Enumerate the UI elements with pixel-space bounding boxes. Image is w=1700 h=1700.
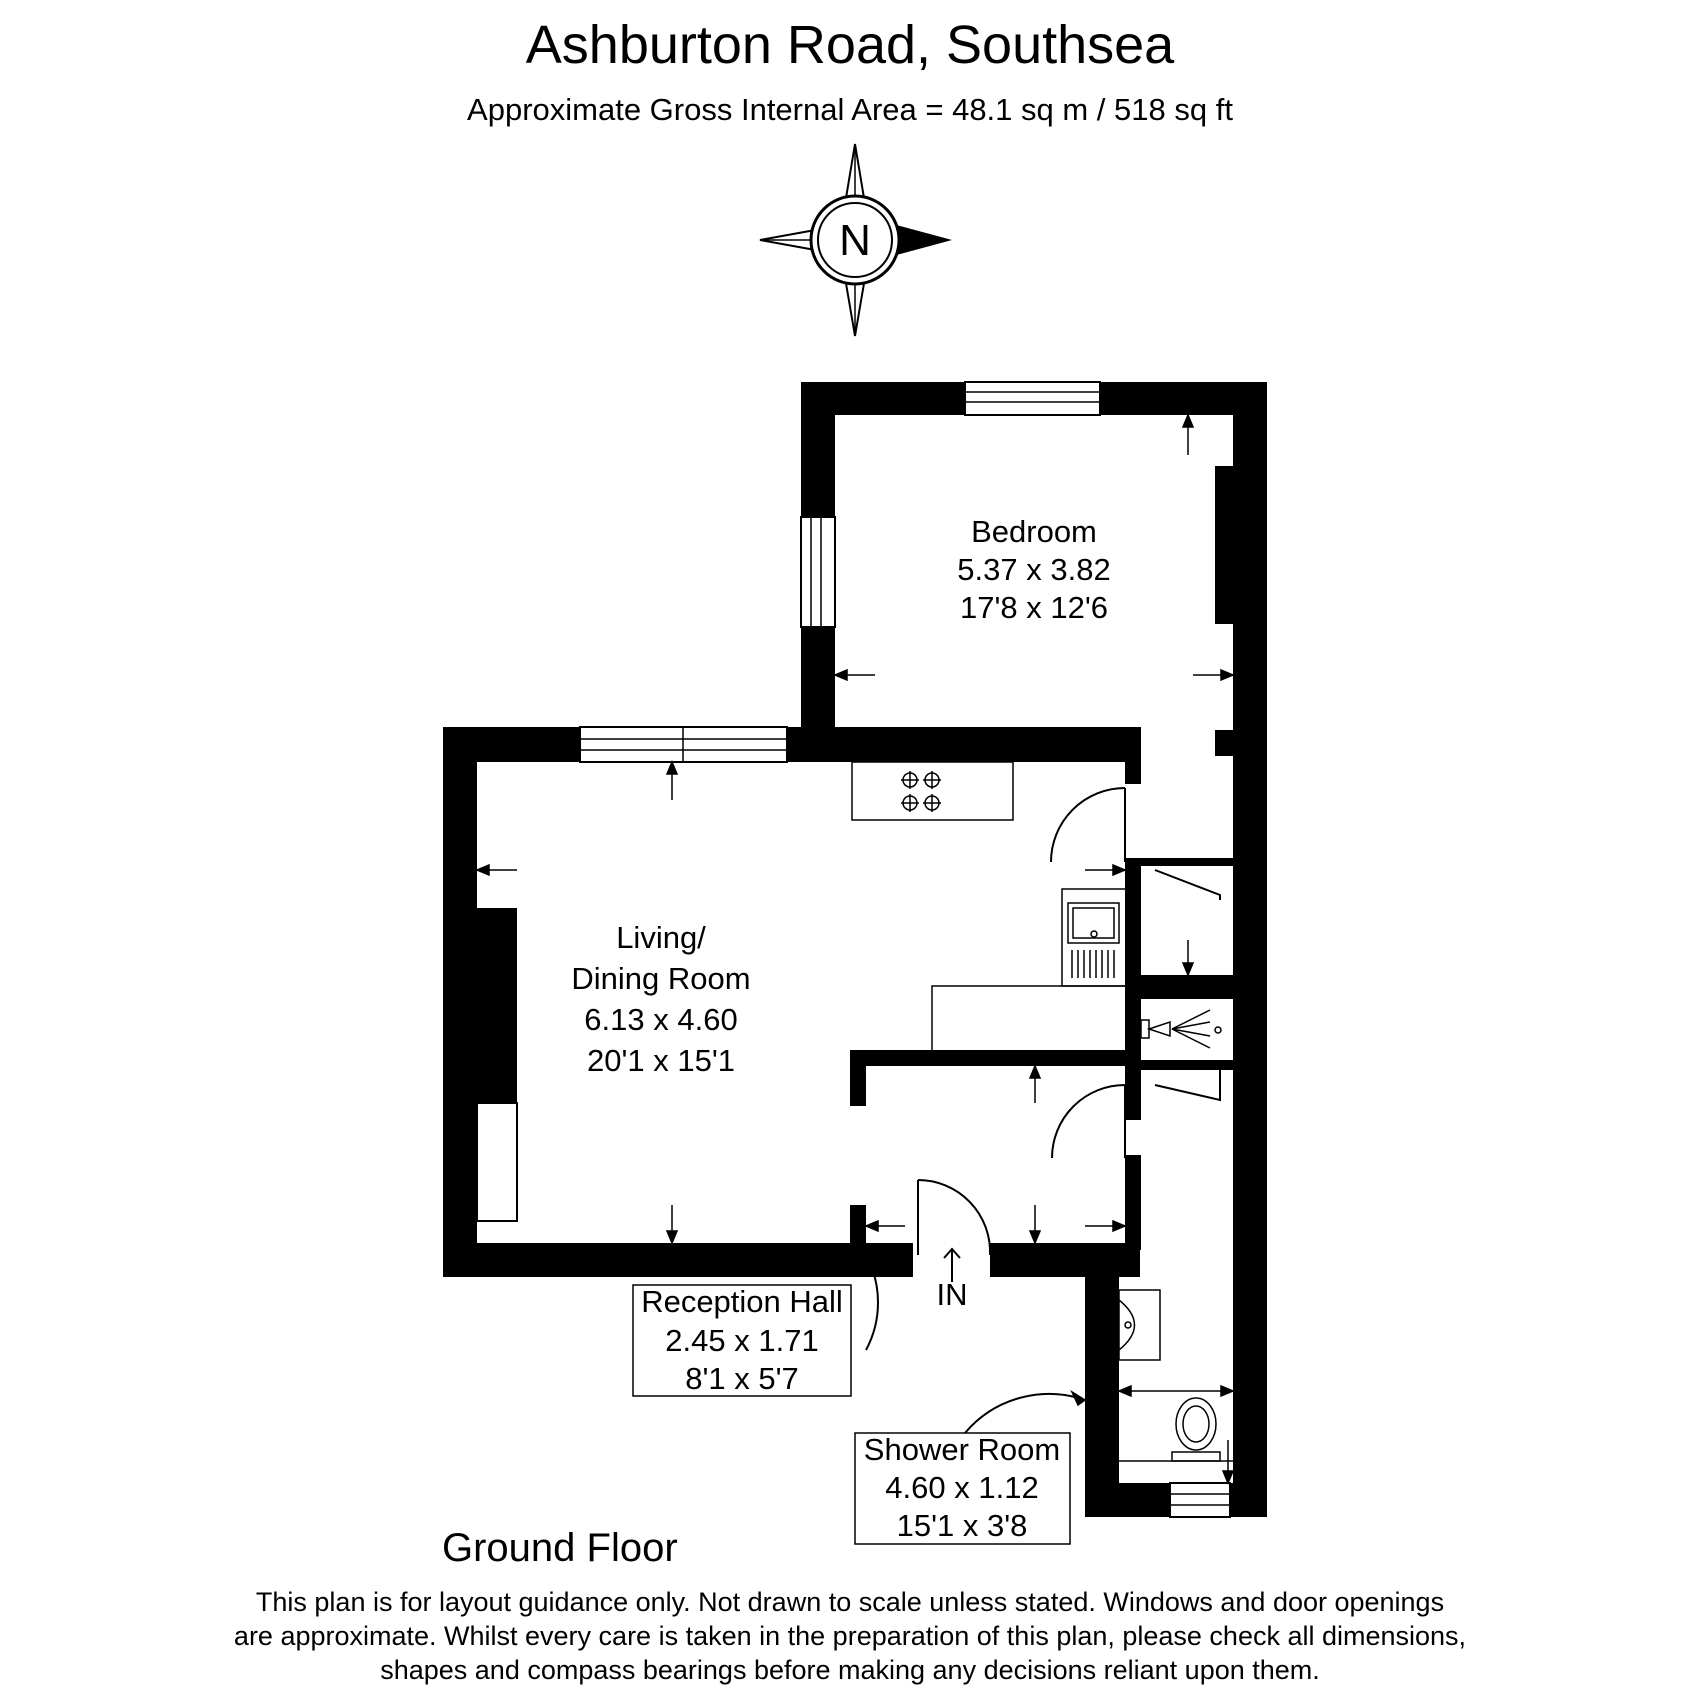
reception-hall-name: Reception Hall	[641, 1284, 843, 1319]
bedroom-metric: 5.37 x 3.82	[957, 552, 1111, 587]
living-room-metric: 6.13 x 4.60	[584, 1002, 738, 1037]
bedroom-name: Bedroom	[971, 514, 1097, 549]
floor-label: Ground Floor	[442, 1526, 678, 1570]
bedroom-imperial: 17'8 x 12'6	[959, 590, 1109, 625]
disclaimer-line-1: This plan is for layout guidance only. Not drawn to scale unless stated. Windows and door openings	[255, 1587, 1445, 1617]
entrance-label: IN	[936, 1277, 968, 1312]
disclaimer	[0, 1585, 1700, 1687]
reception-hall-metric: 2.45 x 1.71	[665, 1323, 819, 1358]
toilet-icon	[1119, 1398, 1233, 1461]
living-room-name-line2: Dining Room	[571, 961, 751, 996]
living-room-name-line1: Living/	[616, 920, 706, 955]
washbasin-icon	[1119, 1290, 1160, 1360]
doors	[866, 788, 1220, 1433]
reception-hall-imperial: 8'1 x 5'7	[685, 1361, 799, 1396]
disclaimer-line-2: are approximate. Whilst every care is taken in the preparation of this plan, please check all dimensions,	[233, 1621, 1467, 1651]
shower-room-name: Shower Room	[863, 1432, 1061, 1467]
plan-area-subtitle: Approximate Gross Internal Area = 48.1 sq m / 518 sq ft	[467, 92, 1233, 127]
kitchen-counter	[932, 986, 1125, 1050]
plan-title: Ashburton Road, Southsea	[525, 15, 1175, 75]
disclaimer-line-3: shapes and compass bearings before making any decisions reliant upon them.	[380, 1655, 1320, 1685]
walls	[443, 382, 1267, 1517]
shower-room-imperial: 15'1 x 3'8	[896, 1508, 1028, 1543]
hob-icon	[852, 762, 1013, 820]
shower-room-metric: 4.60 x 1.12	[885, 1470, 1039, 1505]
shower-icon	[1141, 1010, 1221, 1048]
living-room-imperial: 20'1 x 15'1	[586, 1043, 736, 1078]
compass-north-label: N	[839, 216, 871, 265]
sink-icon	[1062, 889, 1125, 986]
